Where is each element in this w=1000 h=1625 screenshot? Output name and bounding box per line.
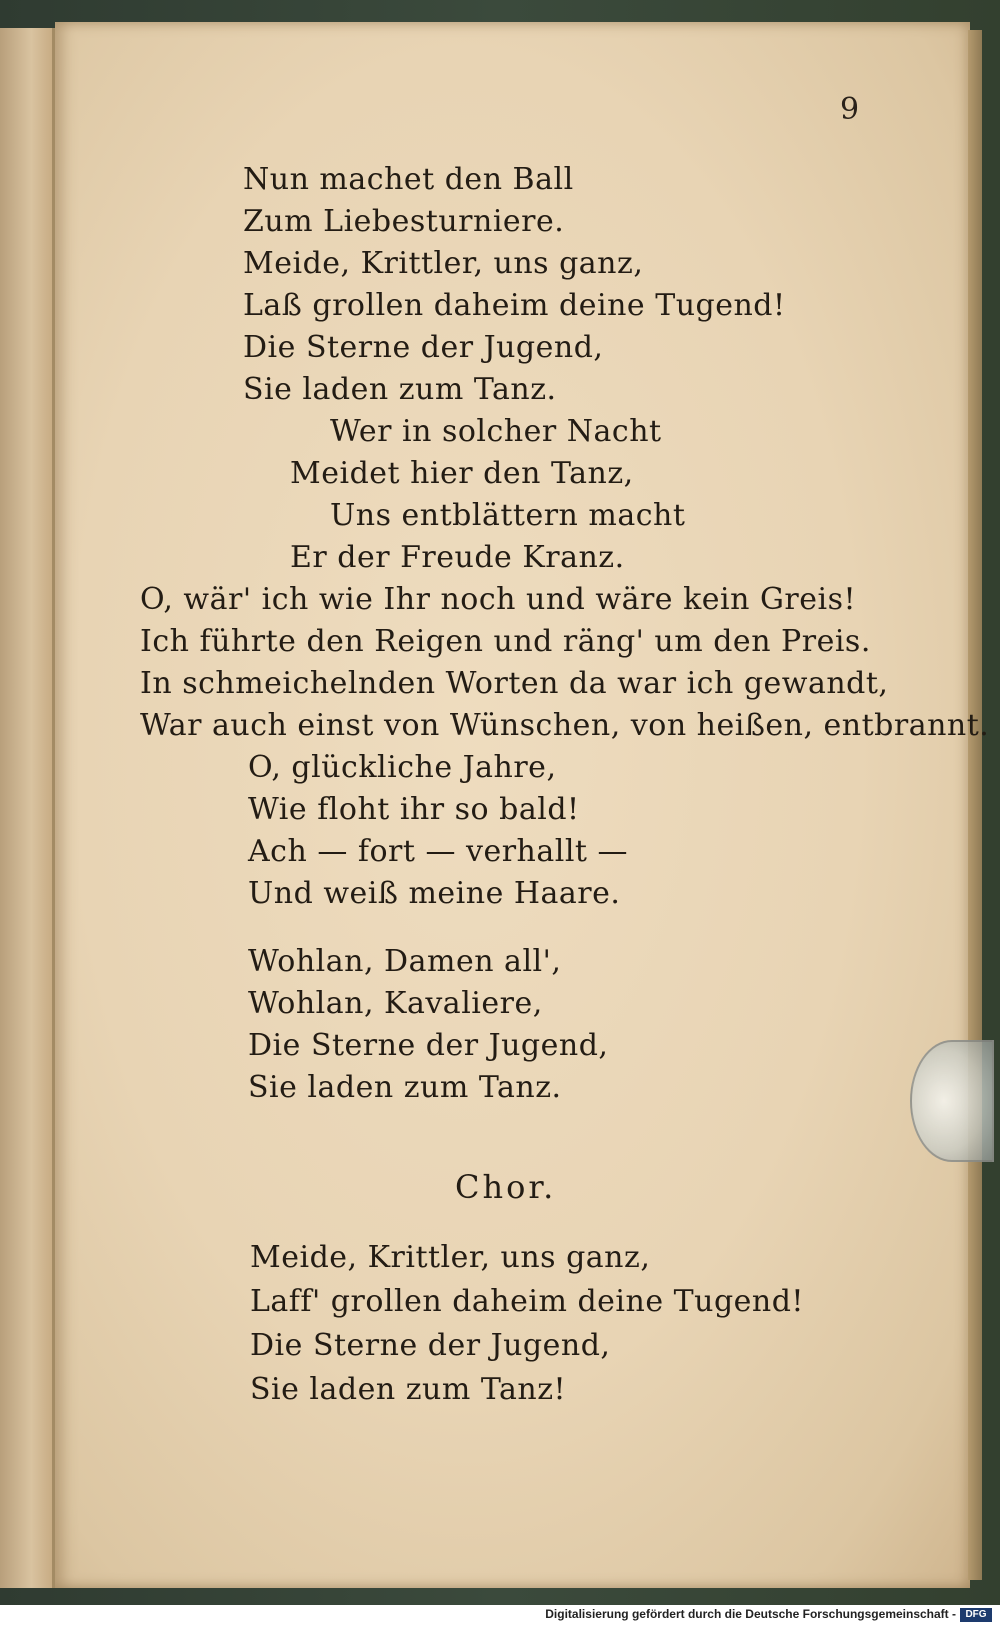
poem-line: Ach — fort — verhallt —: [248, 834, 629, 869]
poem-line: Die Sterne der Jugend,: [248, 1028, 609, 1063]
dfg-logo: DFG: [960, 1608, 992, 1622]
poem-line: Er der Freude Kranz.: [290, 540, 625, 575]
poem-line: Wohlan, Damen all',: [248, 944, 562, 979]
poem-line: Laff' grollen daheim deine Tugend!: [250, 1284, 804, 1319]
poem-line: Nun machet den Ball: [243, 162, 574, 197]
poem-line: Meidet hier den Tanz,: [290, 456, 634, 491]
poem-line: War auch einst von Wünschen, von heißen, entbrannt.: [140, 708, 990, 743]
poem-line: Wer in solcher Nacht: [330, 414, 662, 449]
left-page-edge: [0, 28, 55, 1588]
poem-line: O, wär' ich wie Ihr noch und wäre kein Greis!: [140, 582, 857, 617]
poem-line: Sie laden zum Tanz!: [250, 1372, 567, 1407]
poem-line: Wohlan, Kavaliere,: [248, 986, 543, 1021]
footer-credit: Digitalisierung gefördert durch die Deutsche Forschungsgemeinschaft -: [545, 1607, 956, 1621]
right-page-edge: [968, 30, 982, 1580]
poem-line: Und weiß meine Haare.: [248, 876, 621, 911]
poem-line: Meide, Krittler, uns ganz,: [250, 1240, 651, 1275]
poem-line: Die Sterne der Jugend,: [250, 1328, 611, 1363]
poem-line: Sie laden zum Tanz.: [248, 1070, 562, 1105]
poem-line: Laß grollen daheim deine Tugend!: [243, 288, 786, 323]
poem-line: Wie floht ihr so bald!: [248, 792, 580, 827]
footer-bar: [0, 1605, 1000, 1625]
scanner-clip: [910, 1040, 994, 1162]
poem-line: Die Sterne der Jugend,: [243, 330, 604, 365]
poem-line: Uns entblättern macht: [330, 498, 686, 533]
poem-line: Ich führte den Reigen und räng' um den Preis.: [140, 624, 871, 659]
page-number: 9: [840, 92, 860, 127]
poem-line: Zum Liebesturniere.: [243, 204, 565, 239]
poem-line: O, glückliche Jahre,: [248, 750, 557, 785]
poem-line: Meide, Krittler, uns ganz,: [243, 246, 644, 281]
section-heading: Chor.: [455, 1168, 557, 1206]
poem-line: Sie laden zum Tanz.: [243, 372, 557, 407]
poem-line: In schmeichelnden Worten da war ich gewandt,: [140, 666, 889, 701]
